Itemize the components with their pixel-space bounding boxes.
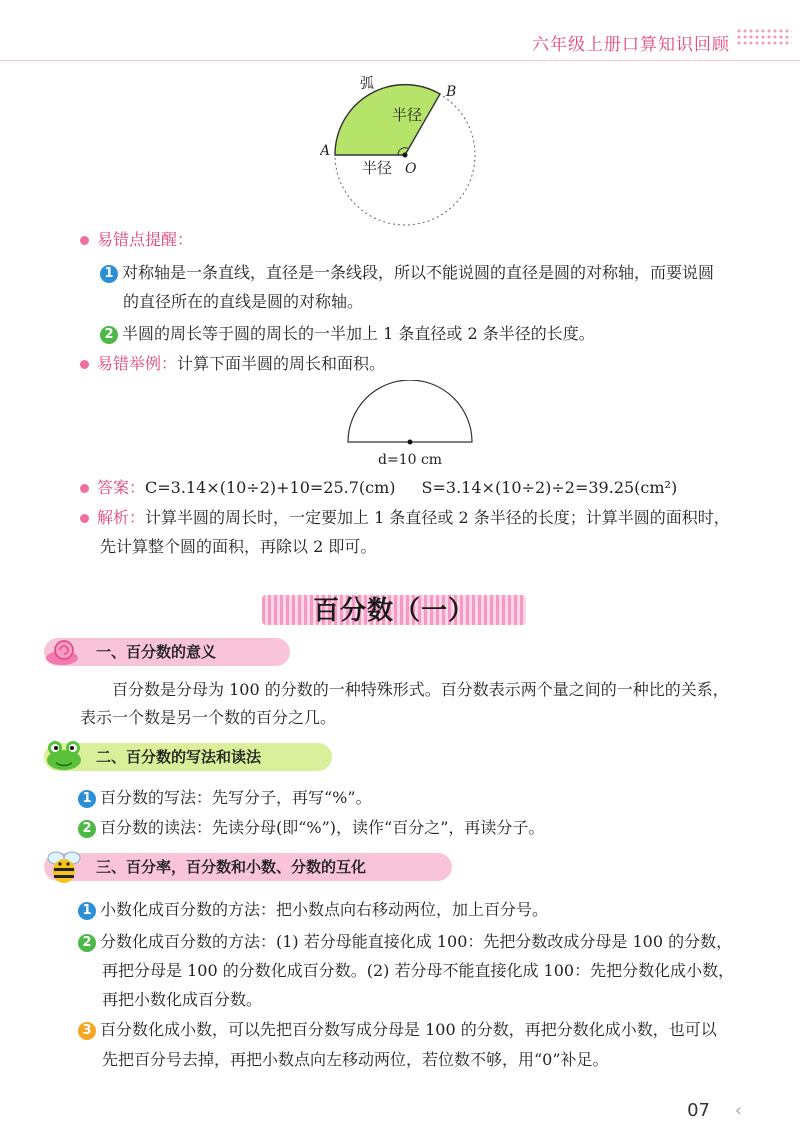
- bee-icon: [44, 848, 84, 886]
- header-dots-decoration: [736, 28, 792, 46]
- number-1-icon: 1: [78, 902, 96, 920]
- section-2-title: 二、百分数的写法和读法: [96, 748, 262, 766]
- section-3-item-2: 2 分数化成百分数的方法：(1) 若分母能直接化成 100：先把分数改成分母是 100 的分数，: [78, 932, 732, 952]
- radius-label-bottom: 半径: [362, 159, 393, 177]
- section-1-bar: [44, 638, 290, 666]
- point-a-label: A: [320, 143, 331, 159]
- mistakes-heading: 易错点提醒：: [80, 230, 193, 250]
- mistake-item-2: 2 半圆的周长等于圆的周长的一半加上 1 条直径或 2 条半径的长度。: [100, 324, 595, 344]
- section-2-bar: [44, 743, 332, 771]
- snail-icon: [44, 636, 80, 668]
- pink-dot-icon: [80, 514, 89, 523]
- semicircle-center: [408, 440, 413, 445]
- arc-label: 弧: [360, 76, 374, 92]
- section-1-title: 一、百分数的意义: [96, 643, 217, 661]
- section-1-line1: 百分数是分母为 100 的分数的一种特殊形式。百分数表示两个量之间的一种比的关系，: [112, 680, 729, 699]
- chapter-title: 百分数（一）: [312, 596, 475, 626]
- number-2-icon: 2: [100, 326, 118, 344]
- example-line: 易错举例：计算下面半圆的周长和面积。: [80, 354, 385, 374]
- section-3-item-2-cont1: 再把分母是 100 的分数化成百分数。(2) 若分母不能直接化成 100：先把分数化成小数，: [102, 961, 735, 980]
- mistake-item-1: 1 对称轴是一条直线，直径是一条线段，所以不能说圆的直径是圆的对称轴，而要说圆: [100, 263, 714, 283]
- point-b-label: B: [446, 84, 457, 100]
- section-2-item-2: 2 百分数的读法：先读分母(即“%”)，读作“百分之”，再读分子。: [78, 818, 544, 838]
- number-3-icon: 3: [78, 1022, 96, 1040]
- chevron-left-icon: ‹: [734, 1100, 742, 1121]
- section-1-line2: 表示一个数是另一个数的百分之几。: [80, 708, 337, 727]
- section-3-bar: [44, 853, 452, 881]
- point-o-label: O: [405, 161, 417, 177]
- section-3-item-3-cont: 先把百分号去掉，再把小数点向左移动两位，若位数不够，用“0”补足。: [102, 1050, 609, 1069]
- page-number: 07: [687, 1100, 710, 1121]
- explain-line: 解析：计算半圆的周长时，一定要加上 1 条直径或 2 条半径的长度；计算半圆的面积时，: [80, 508, 730, 528]
- number-2-icon: 2: [78, 934, 96, 952]
- number-1-icon: 1: [100, 265, 118, 283]
- semicircle-diagram: [340, 380, 480, 470]
- sector-diagram: [320, 70, 490, 230]
- answer-s: S=3.14×(10÷2)÷2=39.25(cm²): [421, 478, 678, 497]
- number-2-icon: 2: [78, 820, 96, 838]
- section-3-title: 三、百分率，百分数和小数、分数的互化: [96, 858, 367, 876]
- frog-icon: [44, 738, 84, 772]
- pink-dot-icon: [80, 236, 89, 245]
- answer-c: C=3.14×(10÷2)+10=25.7(cm): [145, 478, 396, 497]
- pink-dot-icon: [80, 360, 89, 369]
- header-title: 六年级上册口算知识回顾: [532, 35, 730, 55]
- section-2-item-1: 1 百分数的写法：先写分子，再写“%”。: [78, 788, 372, 808]
- section-3-item-1: 1 小数化成百分数的方法：把小数点向右移动两位，加上百分号。: [78, 900, 548, 920]
- sector-shape: [335, 85, 440, 155]
- mistake-item-1-cont: 的直径所在的直线是圆的对称轴。: [123, 292, 364, 311]
- explain-line-cont: 先计算整个圆的面积，再除以 2 即可。: [100, 537, 377, 556]
- pink-dot-icon: [80, 484, 89, 493]
- center-point: [403, 153, 408, 158]
- semicircle-shape: [348, 380, 472, 442]
- section-3-item-3: 3 百分数化成小数，可以先把百分数写成分母是 100 的分数，再把分数化成小数，也可以: [78, 1020, 717, 1040]
- diameter-label: d=10 cm: [378, 452, 443, 468]
- answer-line: 答案：C=3.14×(10÷2)+10=25.7(cm) S=3.14×(10÷2)÷2=39.25(cm²): [80, 478, 677, 498]
- number-1-icon: 1: [78, 790, 96, 808]
- radius-label-inner: 半径: [392, 106, 423, 124]
- header-divider: [0, 60, 800, 61]
- section-3-item-2-cont2: 再把小数化成百分数。: [102, 990, 263, 1009]
